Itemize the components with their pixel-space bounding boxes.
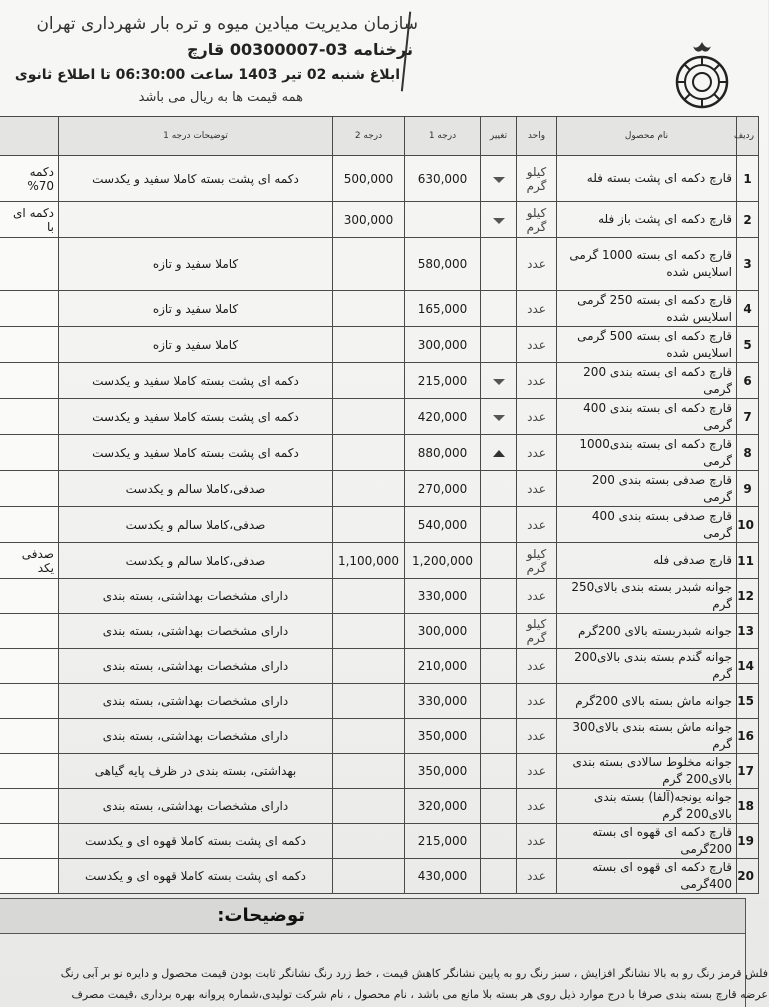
row-number: 18	[737, 789, 759, 824]
grade1-price: 540,000	[405, 507, 481, 543]
col-unit-header: واحد	[517, 117, 557, 156]
grade1-price: 630,000	[405, 156, 481, 202]
row-number: 2	[737, 202, 759, 238]
row-number: 12	[737, 579, 759, 614]
row-number: 3	[737, 238, 759, 291]
cropped-column	[0, 754, 59, 789]
grade2-price	[333, 291, 405, 327]
table-row	[0, 363, 759, 399]
grade2-price	[333, 399, 405, 435]
unit: عدد	[517, 291, 557, 327]
unit: عدد	[517, 684, 557, 719]
grade1-price: 320,000	[405, 789, 481, 824]
notes-line-1: فلش قرمز رنگ رو به بالا نشانگر افزایش ، سبز رنگ رو به پایین نشانگر کاهش قیمت ، خط زرد رنگ نشانگر ثابت بودن قیمت محصول و دایره نو بر آبی رنگ	[60, 967, 768, 980]
row-number: 9	[737, 471, 759, 507]
table-row	[0, 824, 759, 859]
product-name: قارچ دکمه ای پشت باز فله	[557, 202, 737, 238]
grade1-description: کاملا سفید و تازه	[59, 327, 333, 363]
unit: عدد	[517, 824, 557, 859]
cropped-column	[0, 684, 59, 719]
row-number: 17	[737, 754, 759, 789]
table-row	[0, 684, 759, 719]
grade1-price: 1,200,000	[405, 543, 481, 579]
grade1-price: 330,000	[405, 579, 481, 614]
arrow-down-icon	[493, 415, 505, 421]
change-indicator	[481, 507, 517, 543]
change-indicator	[481, 579, 517, 614]
change-indicator	[481, 435, 517, 471]
grade1-description: دکمه ای پشت بسته کاملا سفید و یکدست	[59, 156, 333, 202]
unit: عدد	[517, 363, 557, 399]
change-indicator	[481, 327, 517, 363]
grade2-price	[333, 363, 405, 399]
change-indicator	[481, 471, 517, 507]
grade1-description: دارای مشخصات بهداشتی، بسته بندی	[59, 614, 333, 649]
cropped-column	[0, 327, 59, 363]
unit: عدد	[517, 238, 557, 291]
grade1-price: 880,000	[405, 435, 481, 471]
change-indicator	[481, 363, 517, 399]
grade2-price	[333, 754, 405, 789]
product-name: جوانه شبدربسته بالای 200گرم	[557, 614, 737, 649]
table-row	[0, 327, 759, 363]
table-row	[0, 202, 759, 238]
grade1-description: دارای مشخصات بهداشتی، بسته بندی	[59, 649, 333, 684]
row-number: 5	[737, 327, 759, 363]
row-number: 19	[737, 824, 759, 859]
product-name: قارچ صدفی فله	[557, 543, 737, 579]
table-header-row	[0, 117, 759, 156]
cropped-column: صدفی یکد	[0, 543, 59, 579]
unit: عدد	[517, 507, 557, 543]
row-number: 11	[737, 543, 759, 579]
unit: عدد	[517, 327, 557, 363]
unit: عدد	[517, 579, 557, 614]
cropped-column: دکمه 70%	[0, 156, 59, 202]
cropped-column	[0, 859, 59, 894]
product-name: جوانه ماش بسته بالای 200گرم	[557, 684, 737, 719]
grade1-description: کاملا سفید و تازه	[59, 238, 333, 291]
grade2-price	[333, 435, 405, 471]
unit: عدد	[517, 471, 557, 507]
product-name: قارچ دکمه ای بسته بندی1000 گرمی	[557, 435, 737, 471]
col-grade2-header: درجه 2	[333, 117, 405, 156]
grade1-description: دکمه ای پشت بسته کاملا سفید و یکدست	[59, 363, 333, 399]
change-indicator	[481, 824, 517, 859]
col-row-header: ردیف	[737, 117, 759, 156]
grade2-price	[333, 471, 405, 507]
change-indicator	[481, 649, 517, 684]
grade2-price	[333, 789, 405, 824]
notes-title: توضیحات:	[217, 905, 305, 926]
grade2-price	[333, 327, 405, 363]
grade1-price: 430,000	[405, 859, 481, 894]
table-row	[0, 156, 759, 202]
grade1-description: صدفی،کاملا سالم و یکدست	[59, 471, 333, 507]
grade1-price: 350,000	[405, 754, 481, 789]
unit: عدد	[517, 789, 557, 824]
change-indicator	[481, 156, 517, 202]
cropped-column	[0, 824, 59, 859]
cropped-column	[0, 435, 59, 471]
grade1-description: کاملا سفید و تازه	[59, 291, 333, 327]
grade1-description: دکمه ای پشت بسته کاملا سفید و یکدست	[59, 435, 333, 471]
col-grade1-header: درجه 1	[405, 117, 481, 156]
cropped-column: دکمه ای با	[0, 202, 59, 238]
product-name: قارچ دکمه ای بسته 500 گرمی اسلایس شده	[557, 327, 737, 363]
change-indicator	[481, 614, 517, 649]
grade1-description: صدفی،کاملا سالم و یکدست	[59, 507, 333, 543]
grade1-description: دارای مشخصات بهداشتی، بسته بندی	[59, 719, 333, 754]
grade1-price: 210,000	[405, 649, 481, 684]
change-indicator	[481, 291, 517, 327]
grade1-description: بهداشتی، بسته بندی در ظرف پایه گیاهی	[59, 754, 333, 789]
product-name: قارچ دکمه ای پشت بسته فله	[557, 156, 737, 202]
table-row	[0, 614, 759, 649]
table-row	[0, 507, 759, 543]
table-row	[0, 579, 759, 614]
grade1-description: دکمه ای پشت بسته کاملا سفید و یکدست	[59, 399, 333, 435]
grade1-price: 580,000	[405, 238, 481, 291]
table-row	[0, 543, 759, 579]
price-table	[0, 116, 759, 894]
table-row	[0, 789, 759, 824]
cropped-column	[0, 291, 59, 327]
grade2-price	[333, 579, 405, 614]
table-row	[0, 859, 759, 894]
table-row	[0, 435, 759, 471]
grade1-description: دکمه ای پشت بسته کاملا قهوه ای و یکدست	[59, 859, 333, 894]
grade1-description: دکمه ای پشت بسته کاملا قهوه ای و یکدست	[59, 824, 333, 859]
change-indicator	[481, 238, 517, 291]
cropped-column	[0, 649, 59, 684]
grade2-price	[333, 649, 405, 684]
unit: کیلو گرم	[517, 543, 557, 579]
grade1-price: 330,000	[405, 684, 481, 719]
grade1-price: 270,000	[405, 471, 481, 507]
grade2-price	[333, 824, 405, 859]
table-row	[0, 649, 759, 684]
product-name: جوانه مخلوط سالادی بسته بندی بالای200 گرم	[557, 754, 737, 789]
table-row	[0, 719, 759, 754]
change-indicator	[481, 754, 517, 789]
row-number: 8	[737, 435, 759, 471]
grade2-price	[333, 614, 405, 649]
grade1-description: صدفی،کاملا سالم و یکدست	[59, 543, 333, 579]
row-number: 7	[737, 399, 759, 435]
table-row	[0, 471, 759, 507]
price-list-code: نرخنامه 03-00300007 قارچ	[187, 40, 413, 59]
table-row	[0, 754, 759, 789]
grade1-price: 165,000	[405, 291, 481, 327]
unit: کیلو گرم	[517, 202, 557, 238]
unit: عدد	[517, 754, 557, 789]
cropped-column	[0, 719, 59, 754]
col-change-header: تغییر	[481, 117, 517, 156]
grade2-price	[333, 719, 405, 754]
grade1-price: 300,000	[405, 327, 481, 363]
product-name: قارچ دکمه ای بسته بندی 200 گرمی	[557, 363, 737, 399]
product-name: قارچ دکمه ای بسته 250 گرمی اسلایس شده	[557, 291, 737, 327]
grade2-price	[333, 859, 405, 894]
grade2-price	[333, 684, 405, 719]
grade1-price	[405, 202, 481, 238]
grade2-price: 500,000	[333, 156, 405, 202]
grade1-description	[59, 202, 333, 238]
change-indicator	[481, 543, 517, 579]
row-number: 10	[737, 507, 759, 543]
arrow-down-icon	[493, 177, 505, 183]
grade1-price: 300,000	[405, 614, 481, 649]
notes-line-2: عرضه قارچ بسته بندی صرفا با درج موارد ذیل روی هر بسته بلا مانع می باشد ، نام محصول ، نام شرکت تولیدی،شماره پروانه بهره برداری ،قیمت مصرف	[71, 988, 768, 1001]
cropped-column	[0, 399, 59, 435]
arrow-down-icon	[493, 218, 505, 224]
effective-date: ابلاغ شنبه 02 تیر 1403 ساعت 06:30:00 تا اطلاع ثانوی	[14, 67, 400, 83]
change-indicator	[481, 789, 517, 824]
grade2-price: 300,000	[333, 202, 405, 238]
product-name: جوانه ماش بسته بندی بالای300 گرم	[557, 719, 737, 754]
table-row	[0, 399, 759, 435]
product-name: قارچ دکمه ای بسته بندی 400 گرمی	[557, 399, 737, 435]
change-indicator	[481, 399, 517, 435]
arrow-up-icon	[493, 450, 505, 457]
product-name: قارچ دکمه ای بسته 1000 گرمی اسلایس شده	[557, 238, 737, 291]
grade1-price: 350,000	[405, 719, 481, 754]
unit: کیلو گرم	[517, 614, 557, 649]
col-edge-header	[0, 117, 59, 156]
product-name: قارچ دکمه ای قهوه ای بسته 200گرمی	[557, 824, 737, 859]
grade1-price: 420,000	[405, 399, 481, 435]
grade2-price: 1,100,000	[333, 543, 405, 579]
unit: کیلو گرم	[517, 156, 557, 202]
arrow-down-icon	[493, 379, 505, 385]
cropped-column	[0, 363, 59, 399]
grade1-price: 215,000	[405, 824, 481, 859]
unit: عدد	[517, 399, 557, 435]
unit: عدد	[517, 719, 557, 754]
municipality-logo-icon	[671, 40, 733, 110]
change-indicator	[481, 684, 517, 719]
cropped-column	[0, 471, 59, 507]
product-name: جوانه گندم بسته بندی بالای200 گرم	[557, 649, 737, 684]
grade1-description: دارای مشخصات بهداشتی، بسته بندی	[59, 684, 333, 719]
row-number: 15	[737, 684, 759, 719]
grade1-description: دارای مشخصات بهداشتی، بسته بندی	[59, 579, 333, 614]
grade1-description: دارای مشخصات بهداشتی، بسته بندی	[59, 789, 333, 824]
cropped-column	[0, 789, 59, 824]
grade2-price	[333, 238, 405, 291]
product-name: قارچ صدفی بسته بندی 200 گرمی	[557, 471, 737, 507]
change-indicator	[481, 859, 517, 894]
cropped-column	[0, 238, 59, 291]
row-number: 4	[737, 291, 759, 327]
cropped-column	[0, 507, 59, 543]
table-row	[0, 291, 759, 327]
row-number: 6	[737, 363, 759, 399]
organization-title: سازمان مدیریت میادین میوه و تره بار شهرداری تهران	[36, 14, 418, 34]
row-number: 1	[737, 156, 759, 202]
product-name: قارچ دکمه ای قهوه ای بسته 400گرمی	[557, 859, 737, 894]
cropped-column	[0, 579, 59, 614]
table-row	[0, 238, 759, 291]
cropped-column	[0, 614, 59, 649]
unit: عدد	[517, 859, 557, 894]
grade2-price	[333, 507, 405, 543]
col-name-header: نام محصول	[557, 117, 737, 156]
notes-header	[0, 898, 745, 934]
row-number: 13	[737, 614, 759, 649]
row-number: 14	[737, 649, 759, 684]
change-indicator	[481, 719, 517, 754]
grade1-price: 215,000	[405, 363, 481, 399]
currency-note: همه قیمت ها به ریال می باشد	[138, 90, 303, 105]
product-name: جوانه یونجه(آلفا) بسته بندی بالای200 گرم	[557, 789, 737, 824]
col-desc-header: توضیحات درجه 1	[59, 117, 333, 156]
unit: عدد	[517, 649, 557, 684]
change-indicator	[481, 202, 517, 238]
product-name: جوانه شبدر بسته بندی بالای250 گرم	[557, 579, 737, 614]
row-number: 20	[737, 859, 759, 894]
row-number: 16	[737, 719, 759, 754]
product-name: قارچ صدفی بسته بندی 400 گرمی	[557, 507, 737, 543]
unit: عدد	[517, 435, 557, 471]
